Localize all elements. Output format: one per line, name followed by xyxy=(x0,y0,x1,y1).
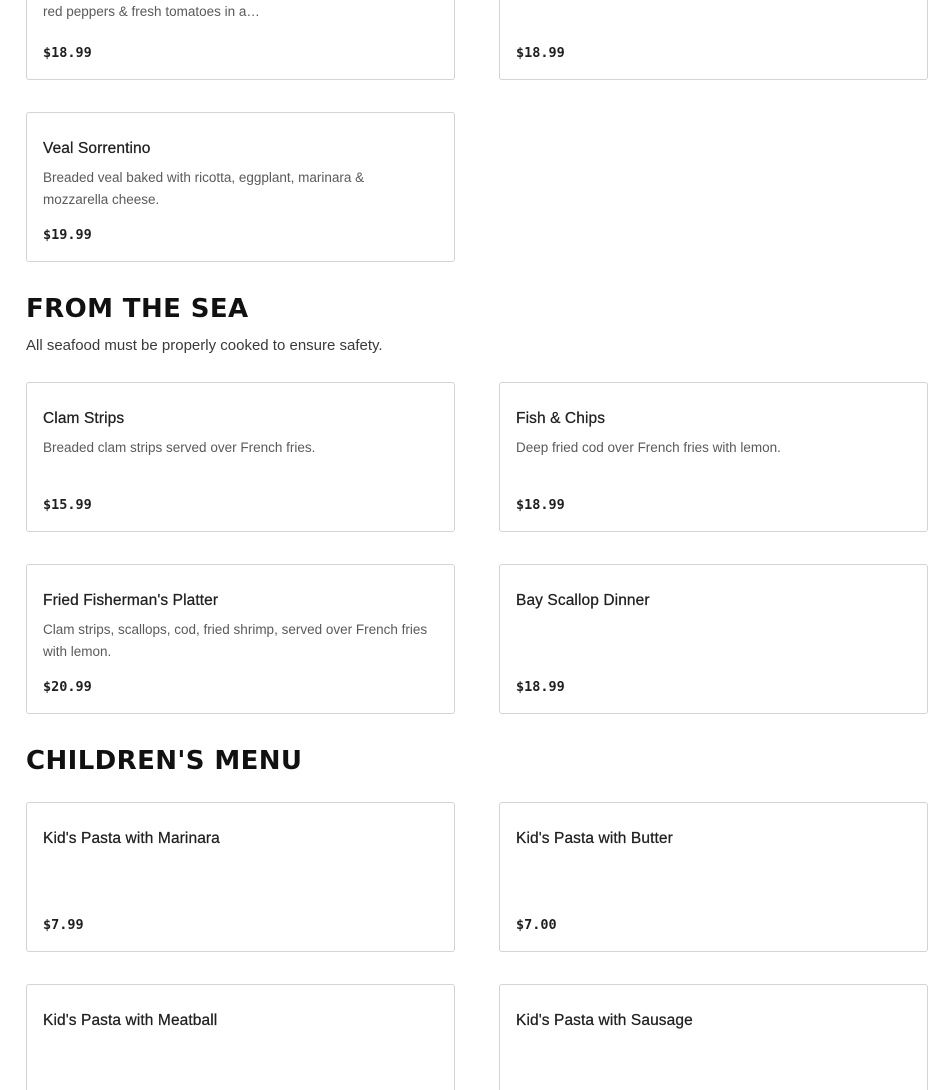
item-description: Breaded clam strips served over French fries. xyxy=(43,440,316,455)
item-title: Fish & Chips xyxy=(516,410,606,427)
item-description: Clam strips, scallops, cod, fried shrimp, served over French fries with lemon. xyxy=(43,622,428,659)
item-title: Kid's Pasta with Sausage xyxy=(516,1012,693,1029)
menu-item-card[interactable] xyxy=(26,0,455,80)
menu-item-card-veal-sorrentino[interactable] xyxy=(26,112,455,262)
section-heading-from-the-sea: FROM THE SEA xyxy=(26,294,249,324)
item-price: $7.99 xyxy=(43,917,84,933)
item-title: Bay Scallop Dinner xyxy=(516,592,650,609)
section-heading-childrens-menu: CHILDREN'S MENU xyxy=(26,746,303,776)
menu-item-card[interactable] xyxy=(499,0,928,80)
item-price: $18.99 xyxy=(516,679,565,695)
item-price: $18.99 xyxy=(516,497,565,513)
menu-item-card-kids-pasta-meatball[interactable] xyxy=(26,984,455,1090)
item-description: Deep fried cod over French fries with lemon. xyxy=(516,440,781,455)
item-title: Kid's Pasta with Meatball xyxy=(43,1012,218,1029)
item-title: Kid's Pasta with Butter xyxy=(516,830,673,847)
menu-item-card-kids-pasta-butter[interactable] xyxy=(499,802,928,952)
menu-item-card-fried-fishermans-platter[interactable] xyxy=(26,564,455,714)
item-description: Breaded veal baked with ricotta, eggplant, marinara & mozzarella cheese. xyxy=(43,170,365,207)
menu-item-card-clam-strips[interactable] xyxy=(26,382,455,532)
item-price: $20.99 xyxy=(43,679,92,695)
item-price: $18.99 xyxy=(516,45,565,61)
item-title: Fried Fisherman's Platter xyxy=(43,592,219,609)
menu-item-card-kids-pasta-sausage[interactable] xyxy=(499,984,928,1090)
menu-item-card-bay-scallop-dinner[interactable] xyxy=(499,564,928,714)
item-price: $19.99 xyxy=(43,227,92,243)
item-description: red peppers & fresh tomatoes in a… xyxy=(43,4,260,19)
section-note: All seafood must be properly cooked to ensure safety. xyxy=(26,337,383,354)
item-title: Clam Strips xyxy=(43,410,125,427)
menu-item-card-fish-and-chips[interactable] xyxy=(499,382,928,532)
item-title: Veal Sorrentino xyxy=(43,140,151,157)
item-price: $15.99 xyxy=(43,497,92,513)
item-price: $18.99 xyxy=(43,45,92,61)
item-title: Kid's Pasta with Marinara xyxy=(43,830,220,847)
menu-item-card-kids-pasta-marinara[interactable] xyxy=(26,802,455,952)
item-price: $7.00 xyxy=(516,917,557,933)
